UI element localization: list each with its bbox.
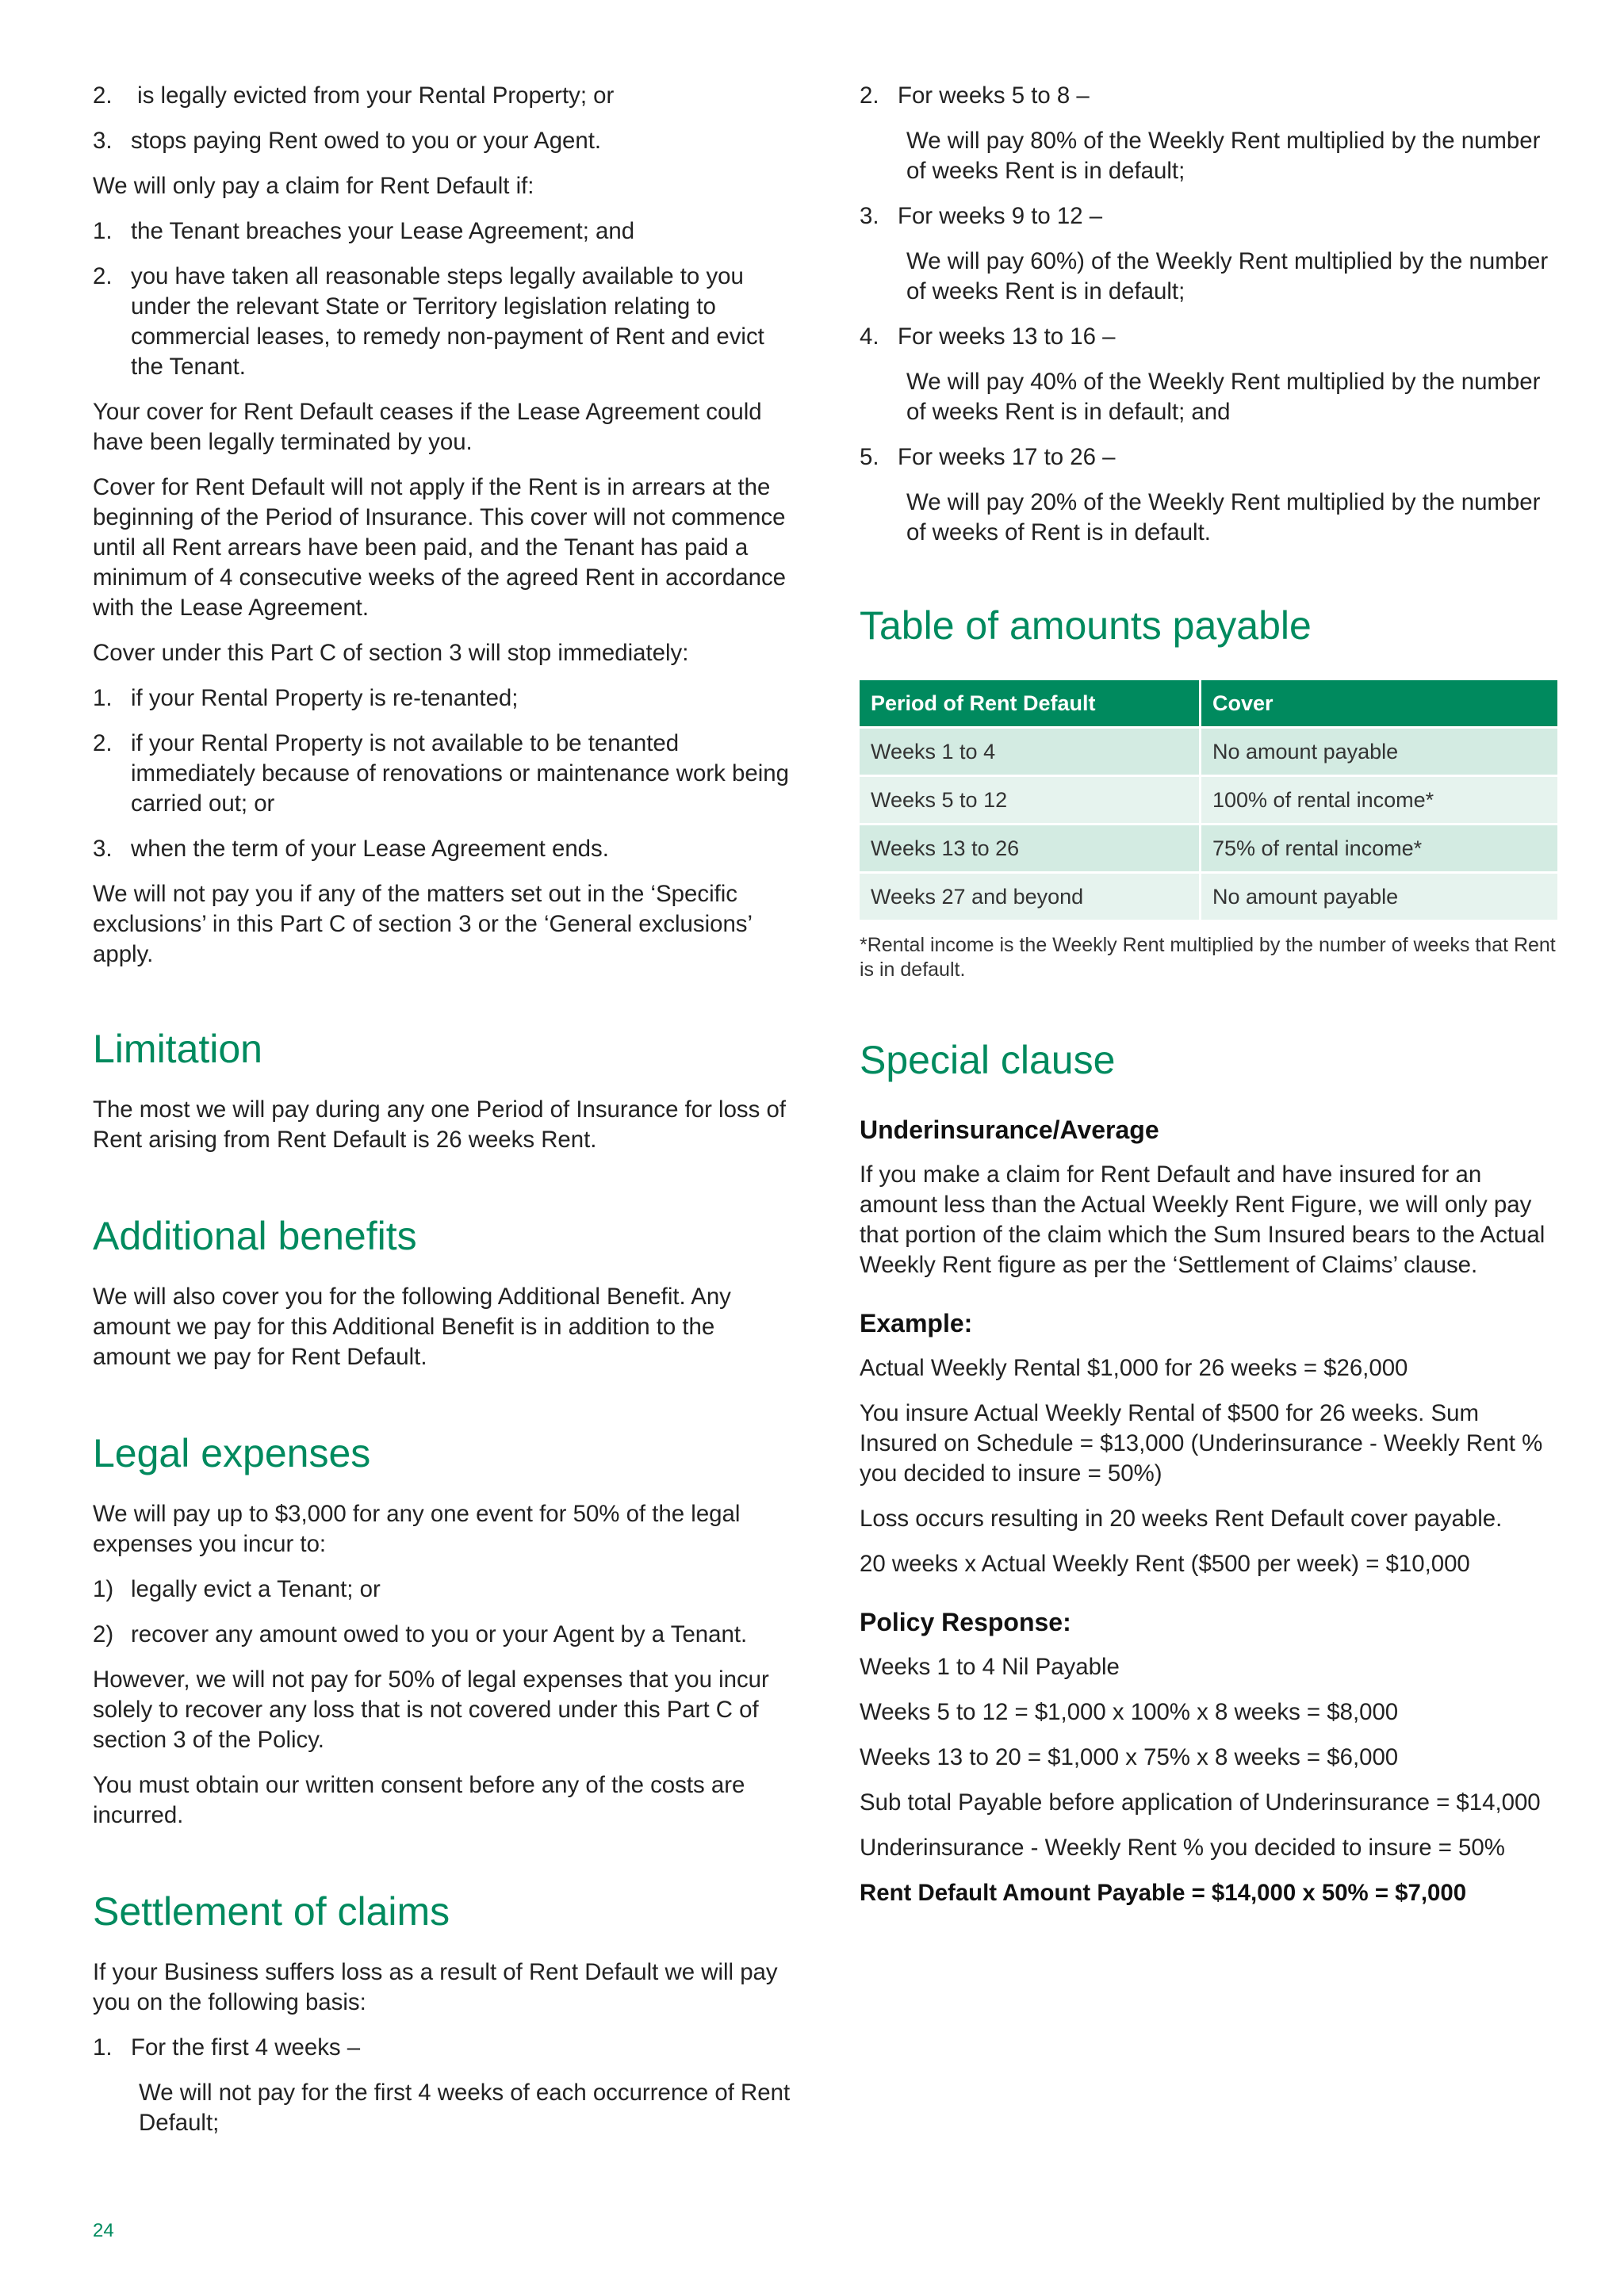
example-line: You insure Actual Weekly Rental of $500 for 26 weeks. Sum Insured on Schedule = $13,000 (Underinsurance - Weekly Rent % you decided to insure = 50%) xyxy=(860,1400,1543,1487)
list-item xyxy=(860,442,1557,473)
table-row xyxy=(860,825,1557,871)
list-text: stops paying Rent owed to you or your Agent. xyxy=(131,128,602,154)
paragraph-legal-intro: We will pay up to $3,000 for any one event for 50% of the legal expenses you incur to: xyxy=(93,1501,741,1557)
paragraph-legal-consent: You must obtain our written consent before any of the costs are incurred. xyxy=(93,1772,745,1828)
list-item xyxy=(860,201,1557,232)
paragraph-exclusions: We will not pay you if any of the matters set out in the ‘Specific exclusions’ in this Part C of section 3 or the ‘General exclusions’ apply. xyxy=(93,881,752,967)
list-number: 2. xyxy=(860,82,879,109)
heading-settlement-of-claims: Settlement of claims xyxy=(93,1889,450,1934)
table-cell: 75% of rental income* xyxy=(1201,825,1557,871)
paragraph-cover-ceases: Your cover for Rent Default ceases if the Lease Agreement could have been legally terminated by you. xyxy=(93,399,762,455)
policy-line: Weeks 13 to 20 = $1,000 x 75% x 8 weeks = $6,000 xyxy=(860,1744,1399,1770)
heading-legal-expenses: Legal expenses xyxy=(93,1431,371,1475)
list-item-detail: We will pay 40% of the Weekly Rent multiplied by the number of weeks Rent is in default; and xyxy=(906,369,1541,425)
table-cell: Weeks 13 to 26 xyxy=(860,825,1201,871)
list-item xyxy=(93,1620,791,1650)
table-cell: Weeks 5 to 12 xyxy=(860,777,1201,823)
list-item xyxy=(93,81,791,111)
list-text: recover any amount owed to you or your Agent by a Tenant. xyxy=(131,1621,748,1647)
subheading-underinsurance: Underinsurance/Average xyxy=(860,1115,1159,1144)
policy-line: Underinsurance - Weekly Rent % you decided to insure = 50% xyxy=(860,1835,1505,1861)
list-text: is legally evicted from your Rental Property; or xyxy=(131,82,615,109)
list-text: if your Rental Property is re-tenanted; xyxy=(131,685,519,711)
table-footnote: *Rental income is the Weekly Rent multiplied by the number of weeks that Rent is in default. xyxy=(860,934,1556,981)
list-item-detail: We will pay 60%) of the Weekly Rent multiplied by the number of weeks Rent is in default; xyxy=(906,248,1549,304)
heading-example: Example: xyxy=(860,1309,973,1337)
policy-line: Weeks 5 to 12 = $1,000 x 100% x 8 weeks = $8,000 xyxy=(860,1699,1399,1725)
list-number: 1) xyxy=(93,1576,114,1602)
heading-special-clause: Special clause xyxy=(860,1038,1116,1082)
page-number: 24 xyxy=(93,2220,114,2241)
list-item xyxy=(93,126,791,156)
list-text: For weeks 9 to 12 – xyxy=(898,203,1103,229)
list-text: when the term of your Lease Agreement ends. xyxy=(131,836,609,862)
example-line: 20 weeks x Actual Weekly Rent ($500 per week) = $10,000 xyxy=(860,1551,1470,1577)
list-text: if your Rental Property is not available to be tenanted immediately because of renovations or maintenance work being carried out; or xyxy=(131,730,789,817)
list-text: the Tenant breaches your Lease Agreement; and xyxy=(131,218,635,244)
list-number: 3. xyxy=(860,203,879,229)
list-item xyxy=(93,834,791,864)
table-cell: Weeks 27 and beyond xyxy=(860,874,1201,920)
list-number: 1. xyxy=(93,218,113,244)
table-header: Period of Rent Default xyxy=(860,680,1201,726)
paragraph-legal-however: However, we will not pay for 50% of legal expenses that you incur solely to recover any loss that is not covered under this Part C of section 3 of the Policy. xyxy=(93,1667,769,1753)
table-cell: No amount payable xyxy=(1201,729,1557,775)
list-text: For weeks 5 to 8 – xyxy=(898,82,1090,109)
list-item xyxy=(93,1575,791,1605)
list-item xyxy=(93,2033,791,2063)
list-number: 2) xyxy=(93,1621,114,1647)
list-number: 2. xyxy=(93,82,113,109)
heading-policy-response: Policy Response: xyxy=(860,1608,1071,1636)
list-text: For weeks 17 to 26 – xyxy=(898,444,1116,470)
paragraph-arrears: Cover for Rent Default will not apply if the Rent is in arrears at the beginning of the Period of Insurance. This cover will not commence until all Rent arrears have been paid, and the Tenant has paid a minimum of 4 consecutive weeks of the agreed Rent in accordance with the Lease Agreement. xyxy=(93,474,787,621)
policy-line: Sub total Payable before application of Underinsurance = $14,000 xyxy=(860,1789,1541,1816)
table-cell: Weeks 1 to 4 xyxy=(860,729,1201,775)
table-row xyxy=(860,777,1557,823)
list-item-detail: We will pay 20% of the Weekly Rent multiplied by the number of weeks of Rent is in default. xyxy=(906,489,1541,545)
paragraph-settlement-intro: If your Business suffers loss as a result of Rent Default we will pay you on the following basis: xyxy=(93,1959,778,2015)
table-row xyxy=(860,874,1557,920)
example-line: Loss occurs resulting in 20 weeks Rent Default cover payable. xyxy=(860,1506,1503,1532)
list-number: 4. xyxy=(860,323,879,350)
table-cell: 100% of rental income* xyxy=(1201,777,1557,823)
table-cell: No amount payable xyxy=(1201,874,1557,920)
list-number: 3. xyxy=(93,128,113,154)
paragraph-underinsurance: If you make a claim for Rent Default and have insured for an amount less than the Actual Weekly Rent Figure, we will only pay that portion of the claim which the Sum Insured bears to the Actual Weekly Rent figure as per the ‘Settlement of Claims’ clause. xyxy=(860,1161,1545,1278)
list-item xyxy=(860,81,1557,111)
list-item xyxy=(93,729,791,819)
heading-additional-benefits: Additional benefits xyxy=(93,1214,417,1258)
example-line: Actual Weekly Rental $1,000 for 26 weeks = $26,000 xyxy=(860,1355,1408,1381)
paragraph-cover-stop: Cover under this Part C of section 3 will stop immediately: xyxy=(93,640,689,666)
paragraph-claim-conditions: We will only pay a claim for Rent Default if: xyxy=(93,173,534,199)
list-item-detail: We will not pay for the first 4 weeks of each occurrence of Rent Default; xyxy=(139,2080,791,2136)
list-item xyxy=(93,262,791,382)
list-item-detail: We will pay 80% of the Weekly Rent multiplied by the number of weeks Rent is in default; xyxy=(906,128,1541,184)
list-number: 2. xyxy=(93,730,113,756)
left-column xyxy=(93,81,791,2153)
list-item xyxy=(860,322,1557,352)
table-header: Cover xyxy=(1201,680,1557,726)
policy-total-line xyxy=(860,1878,1557,1908)
heading-limitation: Limitation xyxy=(93,1027,262,1071)
right-column xyxy=(860,81,1557,1923)
list-number: 5. xyxy=(860,444,879,470)
list-number: 1. xyxy=(93,685,113,711)
list-number: 2. xyxy=(93,263,113,289)
list-item xyxy=(93,216,791,247)
amounts-table xyxy=(860,678,1557,922)
list-text: For weeks 13 to 16 – xyxy=(898,323,1116,350)
table-row xyxy=(860,729,1557,775)
list-text: For the first 4 weeks – xyxy=(131,2034,361,2061)
policy-total: Rent Default Amount Payable = $14,000 x 50% = $7,000 xyxy=(860,1880,1467,1906)
paragraph-limitation: The most we will pay during any one Period of Insurance for loss of Rent arising from Rent Default is 26 weeks Rent. xyxy=(93,1096,786,1153)
list-text: legally evict a Tenant; or xyxy=(131,1576,381,1602)
paragraph-additional-benefits: We will also cover you for the following Additional Benefit. Any amount we pay for this Additional Benefit is in addition to the amount we pay for Rent Default. xyxy=(93,1284,731,1370)
heading-table-of-amounts: Table of amounts payable xyxy=(860,603,1312,648)
list-text: you have taken all reasonable steps legally available to you under the relevant State or Territory legislation relating to commercial leases, to remedy non-payment of Rent and evict the Tenant. xyxy=(131,263,764,380)
policy-line: Weeks 1 to 4 Nil Payable xyxy=(860,1654,1120,1680)
list-item xyxy=(93,683,791,714)
list-number: 3. xyxy=(93,836,113,862)
table-header-row xyxy=(860,680,1557,726)
list-number: 1. xyxy=(93,2034,113,2061)
